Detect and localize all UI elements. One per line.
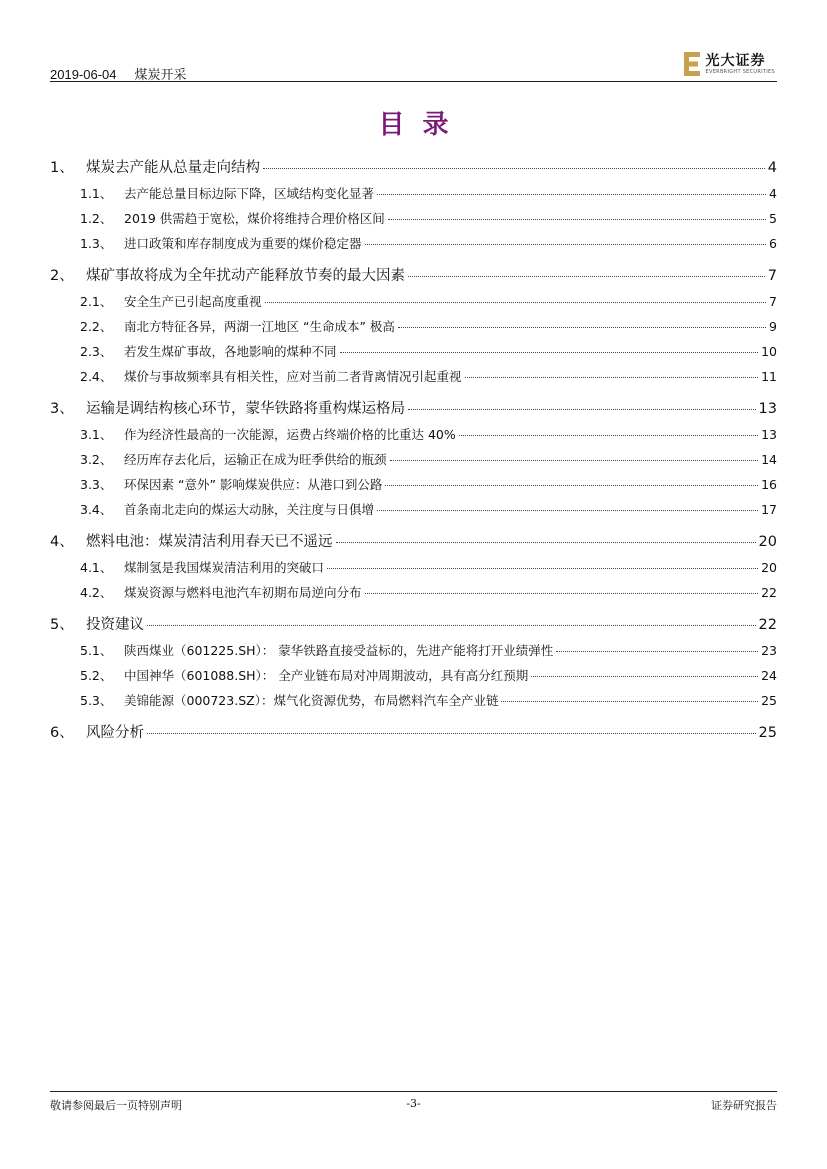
toc-entry-title: 煤炭资源与燃料电池汽车初期布局逆向分布 <box>124 585 362 600</box>
toc-entry-page: 13 <box>761 427 777 442</box>
toc-entry-page: 25 <box>761 693 777 708</box>
toc-entry-number: 3.1、 <box>80 427 113 442</box>
toc-dot-leader <box>385 485 758 486</box>
toc-entry-page: 7 <box>767 268 777 284</box>
toc-entry-title: 2019 供需趋于宽松，煤价将维持合理价格区间 <box>124 211 385 226</box>
toc-entry-page: 22 <box>761 585 777 600</box>
toc-dot-leader <box>327 568 758 569</box>
toc-entry-page: 6 <box>769 236 777 251</box>
toc-section-entry[interactable] <box>50 364 777 389</box>
toc-dot-leader <box>263 168 765 169</box>
toc-dot-leader <box>365 593 759 594</box>
toc-entry-title: 燃料电池：煤炭清洁利用春天已不遥远 <box>86 534 333 550</box>
toc-entry-number: 2.3、 <box>80 344 113 359</box>
toc-entry-page: 24 <box>761 668 777 683</box>
toc-section-entry[interactable] <box>50 314 777 339</box>
table-of-contents <box>50 156 777 746</box>
toc-entry-number: 2.1、 <box>80 294 113 309</box>
toc-entry-title: 风险分析 <box>86 725 144 741</box>
toc-entry-number: 4、 <box>50 534 74 550</box>
toc-entry-number: 3.2、 <box>80 452 113 467</box>
toc-section-entry[interactable] <box>50 472 777 497</box>
toc-section-entry[interactable] <box>50 555 777 580</box>
footer-divider <box>50 1091 777 1092</box>
toc-entry-number: 1.2、 <box>80 211 113 226</box>
toc-entry-title: 煤制氢是我国煤炭清洁利用的突破口 <box>124 560 325 575</box>
logo-english-name: EVERBRIGHT SECURITIES <box>705 68 775 75</box>
toc-entry-title: 若发生煤矿事故，各地影响的煤种不同 <box>124 344 337 359</box>
toc-dot-leader <box>501 701 758 702</box>
toc-entry-title: 南北方特征各异，两湖一江地区 “生命成本” 极高 <box>124 319 395 334</box>
toc-entry-number: 5.2、 <box>80 668 113 683</box>
toc-entry-page: 9 <box>769 319 777 334</box>
toc-entry-page: 7 <box>769 294 777 309</box>
toc-entry-number: 5.1、 <box>80 643 113 658</box>
toc-dot-leader <box>340 352 759 353</box>
toc-section-entry[interactable] <box>50 688 777 713</box>
everbright-logo-icon <box>683 51 703 77</box>
toc-dot-leader <box>265 302 767 303</box>
toc-section-entry[interactable] <box>50 206 777 231</box>
toc-entry-title: 首条南北走向的煤运大动脉，关注度与日俱增 <box>124 502 375 517</box>
toc-dot-leader <box>531 676 758 677</box>
toc-dot-leader <box>556 651 758 652</box>
toc-entry-number: 3.3、 <box>80 477 113 492</box>
toc-entry-number: 6、 <box>50 725 74 741</box>
toc-entry-title: 煤矿事故将成为全年扰动产能释放节奏的最大因素 <box>86 268 405 284</box>
toc-chapter-entry[interactable] <box>50 397 777 422</box>
toc-entry-title: 进口政策和库存制度成为重要的煤价稳定器 <box>124 236 362 251</box>
toc-chapter-entry[interactable] <box>50 264 777 289</box>
toc-dot-leader <box>459 435 758 436</box>
toc-entry-page: 20 <box>758 534 777 550</box>
toc-entry-title: 环保因素 “意外” 影响煤炭供应：从港口到公路 <box>124 477 383 492</box>
toc-entry-number: 4.2、 <box>80 585 113 600</box>
toc-chapter-entry[interactable] <box>50 530 777 555</box>
toc-section-entry[interactable] <box>50 289 777 314</box>
toc-entry-page: 20 <box>761 560 777 575</box>
toc-entry-number: 5.3、 <box>80 693 113 708</box>
toc-entry-page: 4 <box>769 186 777 201</box>
toc-dot-leader <box>465 377 759 378</box>
toc-dot-leader <box>390 460 759 461</box>
toc-entry-number: 1、 <box>50 160 74 176</box>
toc-dot-leader <box>377 510 758 511</box>
toc-entry-page: 25 <box>758 725 777 741</box>
footer-report-type: 证券研究报告 <box>711 1099 777 1112</box>
toc-entry-page: 16 <box>761 477 777 492</box>
toc-chapter-entry[interactable] <box>50 721 777 746</box>
toc-section-entry[interactable] <box>50 231 777 256</box>
toc-entry-page: 23 <box>761 643 777 658</box>
toc-entry-title: 去产能总量目标边际下降，区域结构变化显著 <box>124 186 375 201</box>
toc-entry-page: 11 <box>761 369 777 384</box>
toc-entry-title: 美锦能源（000723.SZ）：煤气化资源优势，布局燃料汽车全产业链 <box>124 693 499 708</box>
toc-entry-title: 煤炭去产能从总量走向结构 <box>86 160 260 176</box>
toc-entry-title: 陕西煤业（601225.SH）： 蒙华铁路直接受益标的，先进产能将打开业绩弹性 <box>124 643 554 658</box>
toc-chapter-entry[interactable] <box>50 156 777 181</box>
toc-section-entry[interactable] <box>50 422 777 447</box>
toc-entry-number: 2、 <box>50 268 74 284</box>
toc-dot-leader <box>377 194 766 195</box>
toc-entry-number: 1.1、 <box>80 186 113 201</box>
toc-entry-title: 煤价与事故频率具有相关性，应对当前二者背离情况引起重视 <box>124 369 462 384</box>
page-number: -3- <box>406 1097 421 1110</box>
toc-entry-title: 安全生产已引起高度重视 <box>124 294 262 309</box>
toc-section-entry[interactable] <box>50 497 777 522</box>
toc-section-entry[interactable] <box>50 447 777 472</box>
footer-disclaimer: 敬请参阅最后一页特别声明 <box>50 1099 182 1112</box>
toc-entry-page: 17 <box>761 502 777 517</box>
toc-dot-leader <box>147 625 756 626</box>
toc-entry-page: 4 <box>767 160 777 176</box>
toc-entry-page: 5 <box>769 211 777 226</box>
toc-dot-leader <box>388 219 766 220</box>
logo-chinese-name: 光大证券 <box>705 52 766 69</box>
toc-entry-page: 14 <box>761 452 777 467</box>
company-logo <box>683 51 775 77</box>
toc-dot-leader <box>408 409 756 410</box>
toc-entry-page: 10 <box>761 344 777 359</box>
toc-section-entry[interactable] <box>50 663 777 688</box>
toc-dot-leader <box>336 542 756 543</box>
toc-entry-number: 4.1、 <box>80 560 113 575</box>
page-title: 目录 <box>378 110 467 140</box>
toc-entry-number: 1.3、 <box>80 236 113 251</box>
toc-entry-title: 投资建议 <box>86 617 144 633</box>
toc-entry-number: 5、 <box>50 617 74 633</box>
toc-dot-leader <box>408 276 765 277</box>
toc-entry-title: 中国神华（601088.SH）： 全产业链布局对冲周期波动，具有高分红预期 <box>124 668 529 683</box>
toc-section-entry[interactable] <box>50 339 777 364</box>
toc-dot-leader <box>398 327 766 328</box>
toc-entry-number: 3、 <box>50 401 74 417</box>
header-divider <box>50 81 777 82</box>
toc-entry-title: 经历库存去化后，运输正在成为旺季供给的瓶颈 <box>124 452 387 467</box>
toc-entry-number: 2.4、 <box>80 369 113 384</box>
report-date: 2019-06-04 <box>50 67 117 82</box>
toc-dot-leader <box>365 244 767 245</box>
toc-dot-leader <box>147 733 756 734</box>
toc-entry-page: 22 <box>758 617 777 633</box>
report-sector: 煤炭开采 <box>134 67 187 82</box>
toc-entry-title: 运输是调结构核心环节，蒙华铁路将重构煤运格局 <box>86 401 405 417</box>
toc-entry-number: 2.2、 <box>80 319 113 334</box>
toc-section-entry[interactable] <box>50 181 777 206</box>
toc-entry-title: 作为经济性最高的一次能源，运费占终端价格的比重达 40% <box>124 427 456 442</box>
toc-chapter-entry[interactable] <box>50 613 777 638</box>
toc-section-entry[interactable] <box>50 580 777 605</box>
toc-section-entry[interactable] <box>50 638 777 663</box>
toc-entry-page: 13 <box>758 401 777 417</box>
toc-entry-number: 3.4、 <box>80 502 113 517</box>
